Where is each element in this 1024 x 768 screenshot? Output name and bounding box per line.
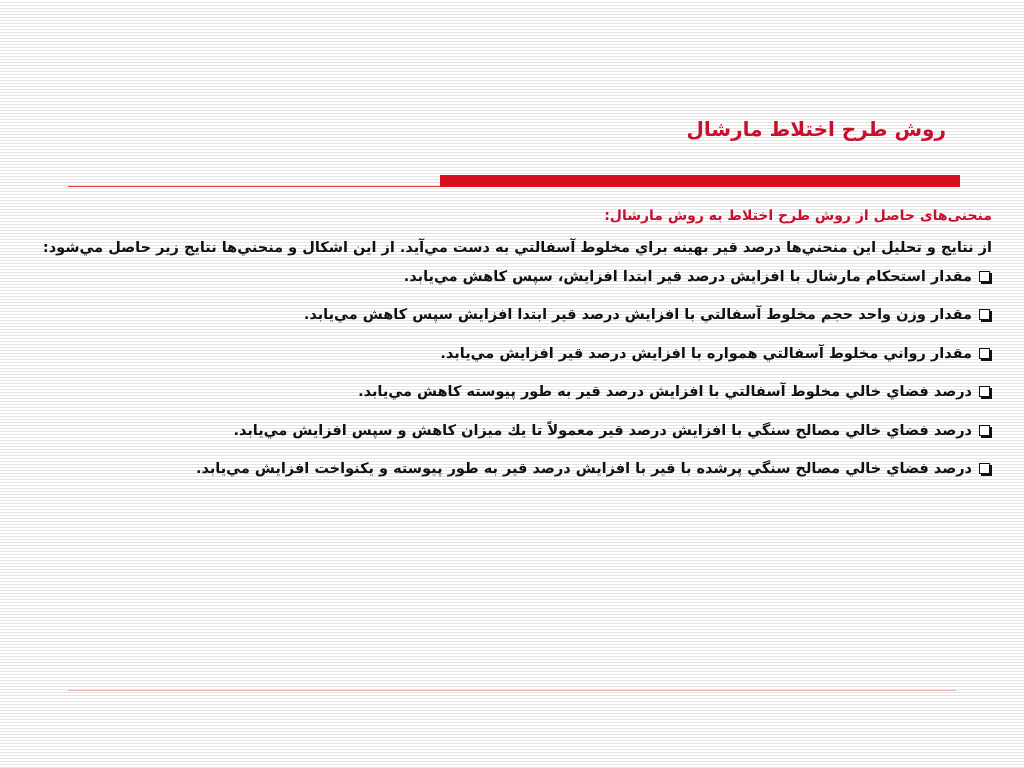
bullet-item: [22, 341, 992, 367]
checkbox-square-icon: [979, 348, 990, 359]
bullet-text: درصد فضاي خالي مصالح سنگي با افزايش درصد قير معمولاً تا يك ميزان كاهش و سپس افزايش مي‌يابد.: [233, 422, 972, 439]
title-rule-thin: [68, 186, 440, 187]
bullet-text: درصد فضاي خالي مصالح سنگي پرشده با قير با افزايش درصد قير به طور پيوسته و يكنواخت افزايش مي‌يابد.: [195, 460, 972, 477]
checkbox-square-icon: [979, 271, 990, 282]
bullet-item: [22, 264, 992, 290]
bullet-text: مقدار وزن واحد حجم مخلوط آسفالتي با افزايش درصد قير ابتدا افزايش سپس كاهش مي‌يابد.: [303, 307, 972, 324]
checkbox-square-icon: [979, 463, 990, 474]
bullet-item: [22, 456, 992, 482]
bullet-item: [22, 418, 992, 444]
intro-paragraph: از نتايج و تحليل اين منحني‌ها درصد قير بهينه براي مخلوط آسفالتي به دست مي‌آيد. از اين اشكال و منحني‌ها نتايج زير حاصل مي‌شود:: [42, 240, 992, 256]
bullet-text: مقدار استحكام مارشال با افزايش درصد قير ابتدا افزايش، سپس كاهش مي‌يابد.: [403, 269, 972, 285]
checkbox-square-icon: [979, 425, 990, 436]
checkbox-square-icon: [979, 309, 990, 320]
bullet-text: مقدار رواني مخلوط آسفالتي همواره با افزايش درصد قير افزايش مي‌يابد.: [440, 345, 972, 362]
slide-content: [22, 204, 992, 494]
subheading: منحنی‌های حاصل از روش طرح اختلاط به روش مارشال:: [604, 208, 992, 224]
bullet-list: [22, 264, 992, 482]
bullet-item: [22, 302, 992, 328]
checkbox-square-icon: [979, 386, 990, 397]
footer-rule: [68, 690, 956, 691]
slide-title: روش طرح اختلاط مارشال: [686, 117, 946, 141]
bullet-text: درصد فضاي خالي مخلوط آسفالتي با افزايش درصد قير به طور پيوسته كاهش مي‌يابد.: [358, 384, 972, 401]
bullet-item: [22, 379, 992, 405]
title-rule-thick: [440, 175, 960, 187]
